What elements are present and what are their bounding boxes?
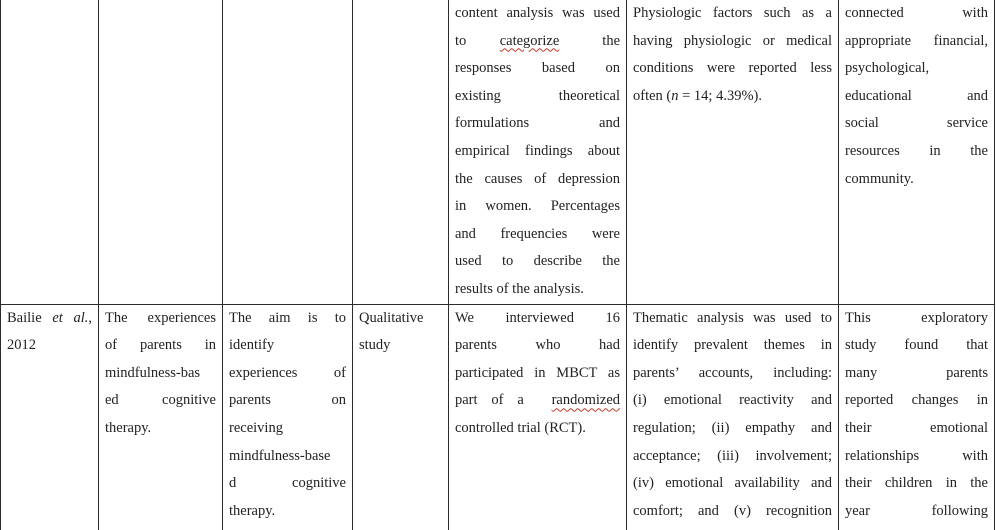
text-line: (i) emotional reactivity and bbox=[633, 392, 832, 409]
cell-design-empty bbox=[353, 0, 449, 304]
cell-aim bbox=[223, 304, 353, 530]
cell-analysis-continued bbox=[627, 0, 839, 304]
text-line: and frequencies were bbox=[455, 225, 620, 242]
text-line: empirical findings about bbox=[455, 142, 620, 159]
table-row-continued bbox=[1, 0, 995, 304]
text-line: The aim is to bbox=[229, 309, 346, 326]
text-line: the causes of depression bbox=[455, 170, 620, 187]
text-line: study found that bbox=[845, 337, 988, 354]
text-line: relationships with bbox=[845, 447, 988, 464]
text-line: connected with bbox=[845, 5, 988, 21]
text-line: their emotional bbox=[845, 419, 988, 436]
text-line: conditions were reported less bbox=[633, 60, 832, 77]
text-line: comfort; and (v) recognition bbox=[633, 502, 832, 519]
text-line: content analysis was used bbox=[455, 5, 620, 21]
text-line: experiences of bbox=[229, 364, 346, 381]
text-line: part of a randomized bbox=[455, 392, 621, 409]
text-line: parents on bbox=[229, 392, 346, 409]
cell-topic bbox=[99, 304, 223, 530]
text-line: educational and bbox=[845, 87, 988, 104]
table-row-bailie-2012 bbox=[1, 304, 995, 530]
text-line: psychological, bbox=[845, 60, 930, 77]
cell-design bbox=[353, 304, 449, 530]
cell-author bbox=[1, 304, 99, 530]
cell-analysis bbox=[627, 304, 839, 530]
text-line: controlled trial (RCT). bbox=[455, 419, 586, 436]
text-line: d cognitive bbox=[229, 475, 346, 492]
cell-topic-empty bbox=[99, 0, 223, 304]
text-line: identify bbox=[229, 337, 275, 354]
text-line: identify prevalent themes in bbox=[633, 337, 832, 354]
spellcheck-word: categorize bbox=[499, 32, 560, 49]
text-line: year following bbox=[845, 502, 988, 519]
text-line: responses based on bbox=[455, 60, 620, 77]
text-line: Physiologic factors such as a bbox=[633, 5, 832, 21]
text-line: in women. Percentages bbox=[455, 198, 620, 215]
cell-aim-empty bbox=[223, 0, 353, 304]
cell-findings bbox=[839, 304, 995, 530]
spellcheck-word: randomized bbox=[551, 392, 621, 409]
text-line: mindfulness-base bbox=[229, 447, 331, 464]
text-line: The experiences bbox=[105, 309, 216, 326]
text-line: parents’ accounts, including: bbox=[633, 364, 832, 381]
cell-findings-continued bbox=[839, 0, 995, 304]
text-line: participated in MBCT as bbox=[455, 364, 620, 381]
cell-methods bbox=[449, 304, 627, 530]
text-line: ed cognitive bbox=[105, 392, 216, 409]
design-text: Qualitative study bbox=[359, 309, 424, 354]
text-line: We interviewed 16 bbox=[455, 309, 620, 326]
text-line: to categorize the bbox=[455, 32, 621, 49]
text-line: therapy. bbox=[105, 419, 152, 436]
text-line: of parents in bbox=[105, 337, 216, 354]
text-line: formulations and bbox=[455, 115, 620, 132]
text-line: resources in the bbox=[845, 142, 988, 159]
author-year: 2012 bbox=[7, 337, 36, 354]
text-line: community. bbox=[845, 170, 914, 187]
text-line: appropriate financial, bbox=[845, 32, 988, 49]
text-line: parents who had bbox=[455, 337, 620, 354]
text-line: many parents bbox=[845, 364, 988, 381]
text-line: reported changes in bbox=[845, 392, 988, 409]
text-line: having physiologic or medical bbox=[633, 32, 832, 49]
text-line: Thematic analysis was used to bbox=[633, 309, 832, 326]
text-line: often (n = 14; 4.39%). bbox=[633, 87, 762, 104]
text-line: used to describe the bbox=[455, 253, 620, 270]
text-line: mindfulness-bas bbox=[105, 364, 201, 381]
author-name: Bailie et al., bbox=[7, 309, 92, 326]
text-line: regulation; (ii) empathy and bbox=[633, 419, 832, 436]
text-line: therapy. bbox=[229, 502, 276, 519]
text-line: social service bbox=[845, 115, 988, 132]
cell-methods-continued bbox=[449, 0, 627, 304]
text-line: results of the analysis. bbox=[455, 280, 584, 297]
text-line: receiving bbox=[229, 419, 283, 436]
text-line: This exploratory bbox=[845, 309, 988, 326]
text-line: (iv) emotional availability and bbox=[633, 475, 832, 492]
text-line: acceptance; (iii) involvement; bbox=[633, 447, 832, 464]
text-line: their children in the bbox=[845, 475, 988, 492]
text-line: existing theoretical bbox=[455, 87, 620, 104]
cell-author-empty bbox=[1, 0, 99, 304]
